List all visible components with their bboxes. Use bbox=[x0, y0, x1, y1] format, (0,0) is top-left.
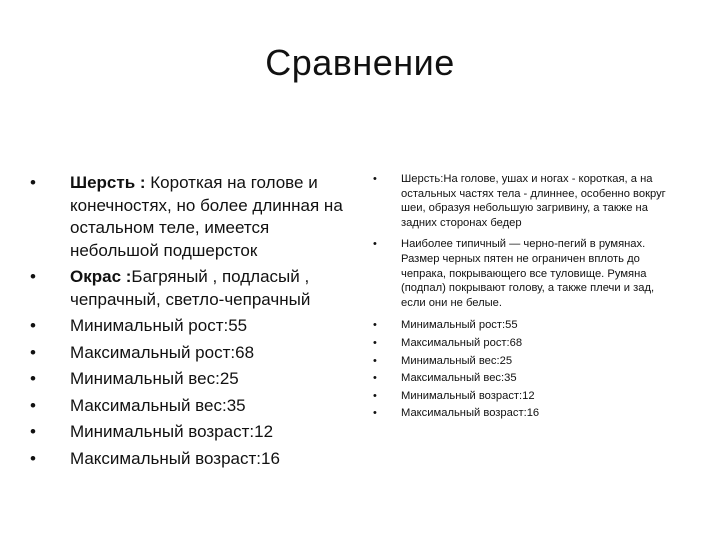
list-item-min-height bbox=[30, 315, 355, 338]
bullet-icon: • bbox=[30, 316, 36, 335]
item-value: 12 bbox=[254, 422, 274, 441]
bullet-icon: • bbox=[373, 354, 377, 367]
item-label: Максимальный возраст: bbox=[70, 448, 261, 468]
bullet-icon: • bbox=[30, 173, 36, 192]
item-label: Минимальный вес: bbox=[70, 369, 220, 388]
item-value: 35 bbox=[226, 395, 246, 415]
list-item-min-height bbox=[373, 318, 681, 333]
bullet-icon: • bbox=[373, 372, 377, 385]
bullet-icon: • bbox=[30, 369, 36, 388]
item-value: 55 bbox=[505, 319, 518, 332]
item-label: Максимальный рост: bbox=[70, 342, 236, 362]
list-item-max-weight bbox=[30, 395, 355, 418]
bullet-icon: • bbox=[373, 319, 377, 332]
list-item-color bbox=[30, 266, 355, 311]
bullet-icon: • bbox=[30, 267, 36, 286]
item-label: Шерсть : bbox=[70, 173, 146, 192]
list-item-max-age bbox=[30, 448, 355, 471]
item-value: 25 bbox=[219, 369, 239, 388]
item-label: Максимальный возраст: bbox=[401, 407, 527, 420]
item-label: Шерсть: bbox=[401, 173, 444, 185]
item-value: 25 bbox=[499, 354, 513, 367]
bullet-icon: • bbox=[30, 342, 36, 362]
item-value: 68 bbox=[509, 336, 523, 349]
list-item-max-age bbox=[373, 406, 681, 421]
item-value: Багряный , подласый , чепрачный, светло-чепрачный bbox=[70, 267, 311, 309]
list-item-coat bbox=[30, 172, 355, 262]
slide-title: Сравнение bbox=[265, 42, 455, 83]
bullet-icon: • bbox=[30, 422, 36, 441]
item-value: Короткая на голове и конечностях, но более длинная на остальном теле, имеется небольшой подшерсток bbox=[70, 173, 343, 260]
left-bullet-list bbox=[30, 172, 355, 470]
item-label: Минимальный рост: bbox=[401, 319, 506, 332]
item-value: Наиболее типичный — черно-пегий в румянах. Размер черных пятен не ограничен вплоть до чепрака, покрывающего все туловище. Румяна (подпал) покрывают голову, а также плечи и зад, если они не белые. bbox=[401, 238, 655, 309]
item-value: 68 bbox=[235, 342, 255, 362]
right-bullet-list bbox=[373, 172, 681, 421]
item-label: Максимальный рост: bbox=[401, 336, 510, 349]
list-item-max-weight bbox=[373, 371, 681, 386]
list-item-min-weight bbox=[30, 368, 355, 391]
bullet-icon: • bbox=[373, 238, 377, 251]
item-label: Минимальный вес: bbox=[401, 354, 500, 367]
bullet-icon: • bbox=[30, 395, 36, 415]
list-item-min-age bbox=[373, 389, 681, 404]
list-item-coat bbox=[373, 172, 681, 230]
item-label: Окрас : bbox=[70, 267, 132, 286]
item-label: Минимальный рост: bbox=[70, 316, 229, 335]
bullet-icon: • bbox=[373, 336, 377, 349]
bullet-icon: • bbox=[373, 173, 377, 185]
item-label: Минимальный возраст: bbox=[401, 389, 523, 402]
item-label: Максимальный вес: bbox=[401, 372, 505, 385]
item-value: 55 bbox=[228, 316, 248, 335]
list-item-max-height bbox=[30, 342, 355, 365]
bullet-icon: • bbox=[373, 407, 377, 420]
bullet-icon: • bbox=[373, 389, 377, 402]
item-value: 16 bbox=[526, 407, 540, 420]
list-item-min-age bbox=[30, 421, 355, 444]
item-value: 12 bbox=[522, 389, 535, 402]
item-value: На голове, ушах и ногах - короткая, а на остальных частях тела - длиннее, особенно вокруг шеи, образуя небольшую загривину, а также на задних сторонах бедер bbox=[401, 173, 666, 229]
list-item-min-weight bbox=[373, 354, 681, 369]
bullet-icon: • bbox=[30, 448, 36, 468]
list-item-color bbox=[373, 237, 681, 310]
list-item-max-height bbox=[373, 336, 681, 351]
item-label: Максимальный вес: bbox=[70, 395, 227, 415]
item-value: 16 bbox=[261, 448, 280, 468]
item-value: 35 bbox=[504, 372, 517, 385]
item-label: Минимальный возраст: bbox=[70, 422, 255, 441]
